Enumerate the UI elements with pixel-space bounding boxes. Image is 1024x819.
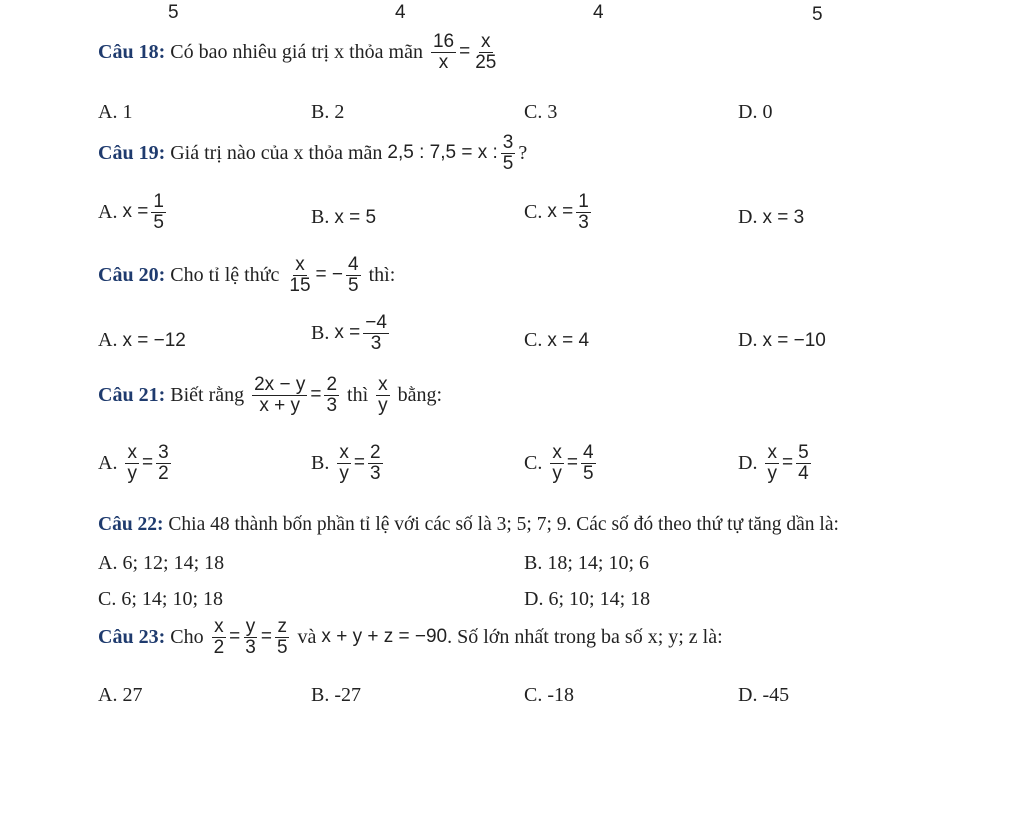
answer-d[interactable]: D. x = −10: [738, 329, 826, 351]
answer-d[interactable]: D. -45: [738, 684, 790, 706]
fraction: $\frac{x}{15}$: [289, 254, 311, 296]
answer-c[interactable]: C. 3: [524, 101, 558, 123]
question-label: Câu 20:: [98, 263, 166, 286]
question-label: Câu 18:: [98, 40, 166, 63]
question-21: Câu 21: Biết rằng $\frac{2x - y}{x + y}$ = $\frac{2}{3}$ thì $\frac{x}{y}$ bằng:: [98, 374, 443, 416]
question-label: Câu 19:: [98, 141, 166, 164]
answer-b[interactable]: B. $\frac{x}{y}$ = $\frac{2}{3}$: [311, 442, 381, 484]
answer-a[interactable]: A. x = −12: [98, 329, 186, 351]
answer-d[interactable]: D. 0: [738, 101, 773, 123]
top-partial-b: 4: [395, 2, 406, 23]
answer-b[interactable]: B. x = 5: [311, 206, 377, 228]
question-label: Câu 21:: [98, 383, 166, 406]
answer-b[interactable]: B. -27: [311, 684, 362, 706]
answer-b[interactable]: B. 18; 14; 10; 6: [524, 552, 650, 574]
question-text: Cho tỉ lệ thức: [170, 263, 280, 286]
question-text: Chia 48 thành bốn phần tỉ lệ với các số là 3; 5; 7; 9. Các số đó theo thứ tự tăng dần là:: [168, 514, 839, 535]
answer-b[interactable]: B. 2: [311, 101, 345, 123]
answer-c[interactable]: C. x = $\frac{1}{3}$: [524, 191, 589, 233]
answer-a[interactable]: A. 1: [98, 101, 133, 123]
fraction: $\frac{16}{x}$: [432, 31, 455, 73]
question-19: Câu 19: Giá trị nào của x thỏa mãn 2,5 : 7,5 = x : $\frac{3}{5}$ ?: [98, 132, 528, 174]
answer-b[interactable]: B. x = $\frac{-4}{3}$: [311, 312, 387, 354]
question-label: Câu 23:: [98, 625, 166, 648]
fraction: $\frac{y}{3}$: [245, 616, 256, 658]
question-text: Cho: [170, 625, 204, 648]
fraction: $\frac{3}{5}$: [502, 132, 514, 174]
question-22: [98, 514, 839, 536]
fraction: $\frac{2}{3}$: [326, 374, 338, 416]
answer-c[interactable]: C. $\frac{x}{y}$ = $\frac{4}{5}$: [524, 442, 594, 484]
top-partial-d: 5: [812, 4, 823, 25]
answer-c[interactable]: C. 6; 14; 10; 18: [98, 588, 224, 610]
fraction: $\frac{2x - y}{x + y}$: [254, 374, 306, 416]
answer-a[interactable]: A. x = $\frac{1}{5}$: [98, 191, 164, 233]
answer-a[interactable]: A. $\frac{x}{y}$ = $\frac{3}{2}$: [98, 442, 169, 484]
answer-d[interactable]: D. 6; 10; 14; 18: [524, 588, 651, 610]
top-partial-c: 4: [593, 2, 604, 23]
fraction: $\frac{x}{2}$: [213, 616, 225, 658]
question-text: Biết rằng: [170, 383, 245, 406]
fraction: $\frac{z}{5}$: [276, 616, 288, 658]
question-label: Câu 22:: [98, 514, 164, 535]
question-20: Câu 20: Cho tỉ lệ thức $\frac{x}{15}$ = − $\frac{4}{5}$ thì:: [98, 254, 396, 296]
answer-c[interactable]: C. x = 4: [524, 329, 590, 351]
top-partial-a: 5: [168, 2, 179, 23]
question-text: Giá trị nào của x thỏa mãn: [170, 141, 383, 164]
fraction: $\frac{4}{5}$: [348, 254, 359, 296]
answer-d[interactable]: D. x = 3: [738, 206, 805, 228]
question-18: Câu 18: Có bao nhiêu giá trị x thỏa mãn $\frac{16}{x}$ = $\frac{x}{25}$: [98, 31, 497, 73]
answer-d[interactable]: D. $\frac{x}{y}$ = $\frac{5}{4}$: [738, 442, 809, 484]
answer-a[interactable]: A. 6; 12; 14; 18: [98, 552, 225, 574]
answer-c[interactable]: C. -18: [524, 684, 575, 706]
question-text: Có bao nhiêu giá trị x thỏa mãn: [170, 40, 423, 63]
fraction: $\frac{x}{y}$: [378, 374, 388, 416]
fraction: $\frac{x}{25}$: [475, 31, 497, 73]
answer-a[interactable]: A. 27: [98, 684, 143, 706]
question-23: Câu 23: Cho $\frac{x}{2}$ = $\frac{y}{3}$ = $\frac{z}{5}$ và x + y + z = −90 . Số lớn nhất trong ba số x; y; z là:: [98, 616, 723, 658]
